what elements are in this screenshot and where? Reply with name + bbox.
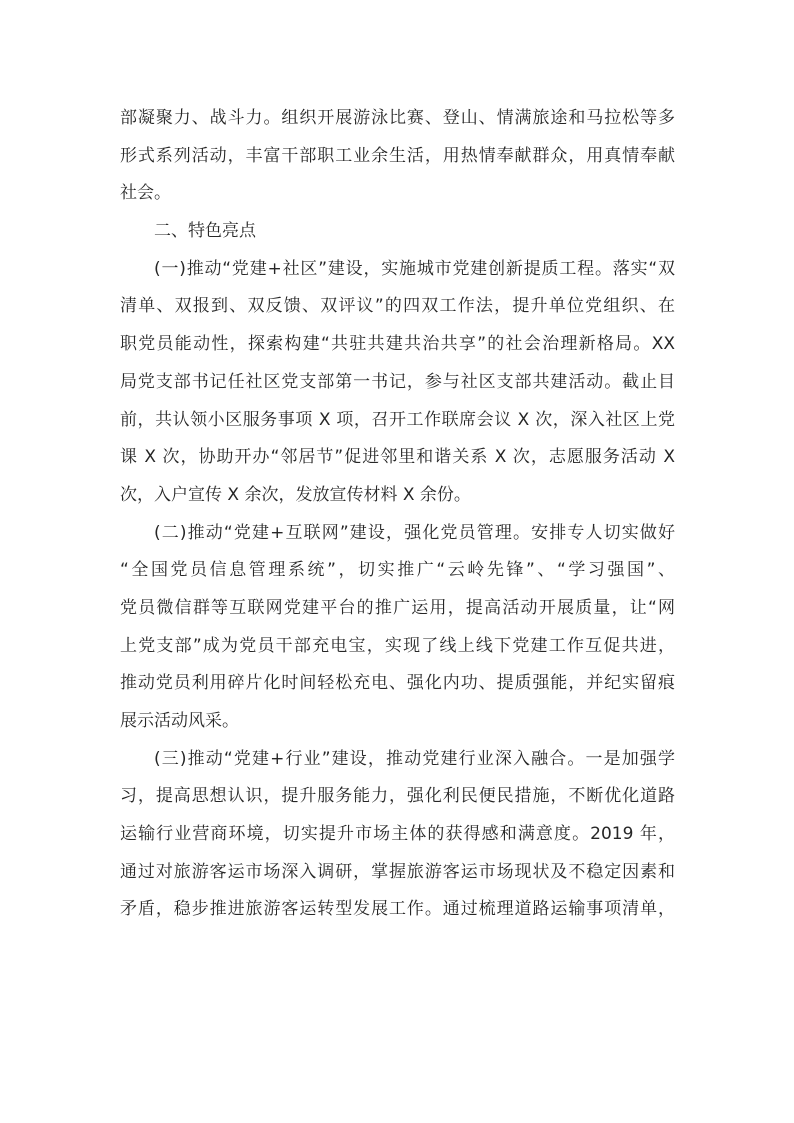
text-line: 部凝聚力、战斗力。组织开展游泳比赛、登山、情满旅途和马拉松等多 [120,108,675,128]
section-heading: 二、特色亮点 [154,221,256,242]
text-line: 次，入户宣传 X 余次，发放宣传材料 X 余份。 [120,484,471,505]
text-line: 展示活动风采。 [120,711,239,731]
text-line: 推动党员利用碎片化时间轻松充电、强化内功、提质强能，并纪实留痕 [120,673,675,694]
text-line: 前，共认领小区服务事项 X 项，召开工作联席会议 X 次，深入社区上党 [120,409,675,430]
paragraph-start-line: (一)推动“党建+社区”建设，实施城市党建创新提质工程。落实“双 [154,258,675,279]
paragraph-start-line: (二)推动“党建+互联网”建设，强化党员管理。安排专人切实做好 [154,522,675,543]
text-line: 社会。 [120,183,171,204]
text-line: 形式系列活动，丰富干部职工业余生活，用热情奉献群众，用真情奉献 [120,145,675,166]
text-line: “全国党员信息管理系统”，切实推广“云岭先锋”、“学习强国”、 [120,560,675,581]
text-line: 局党支部书记任社区党支部第一书记，参与社区支部共建活动。截止目 [120,371,675,392]
text-line: 通过对旅游客运市场深入调研，掌握旅游客运市场现状及不稳定因素和 [120,861,675,882]
text-line: 上党支部”成为党员干部充电宝，实现了线上线下党建工作互促共进， [120,635,675,656]
document-body [120,100,675,929]
text-line: 运输行业营商环境，切实提升市场主体的获得感和满意度。2019 年， [120,824,675,845]
paragraph-start-line: (三)推动“党建+行业”建设，推动党建行业深入融合。一是加强学 [154,748,675,769]
text-line: 矛盾，稳步推进旅游客运转型发展工作。通过梳理道路运输事项清单， [120,899,675,920]
text-line: 课 X 次，协助开办“邻居节”促进邻里和谐关系 X 次，志愿服务活动 X [120,447,675,468]
text-line: 清单、双报到、双反馈、双评议”的四双工作法，提升单位党组织、在 [120,296,675,317]
text-line: 职党员能动性，探索构建“共驻共建共治共享”的社会治理新格局。XX [120,334,675,355]
text-line: 党员微信群等互联网党建平台的推广运用，提高活动开展质量，让“网 [120,597,675,618]
text-line: 习，提高思想认识，提升服务能力，强化利民便民措施，不断优化道路 [120,786,675,807]
